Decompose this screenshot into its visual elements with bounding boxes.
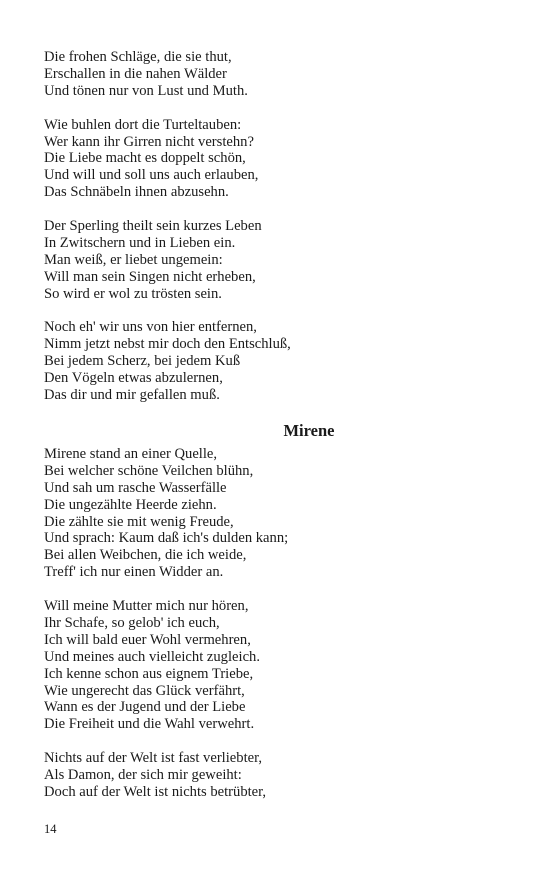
verse-line: Wer kann ihr Girren nicht verstehn? — [44, 133, 254, 150]
verse-line: Treff' ich nur einen Widder an. — [44, 564, 224, 581]
stanza — [44, 750, 514, 801]
verse-line: Nichts auf der Welt ist fast verliebter, — [44, 750, 263, 767]
verse-line: Die ungezählte Heerde ziehn. — [44, 496, 217, 513]
verse-line: Doch auf der Welt ist nichts betrübter, — [44, 783, 267, 800]
verse-line: Noch eh' wir uns von hier entfernen, — [44, 319, 257, 336]
verse-line: Das Schnäbeln ihnen abzusehn. — [44, 184, 229, 201]
stanza — [44, 49, 514, 100]
verse-line: Wann es der Jugend und der Liebe — [44, 699, 246, 716]
verse-line: Nimm jetzt nebst mir doch den Entschluß, — [44, 336, 291, 353]
verse-line: Bei allen Weibchen, die ich weide, — [44, 547, 247, 564]
verse-line: Will meine Mutter mich nur hören, — [44, 598, 249, 615]
verse-line: Den Vögeln etwas abzulernen, — [44, 370, 223, 387]
page-number: 14 — [44, 822, 57, 836]
verse-line: Ihr Schafe, so gelob' ich euch, — [44, 614, 220, 631]
stanza — [44, 598, 514, 733]
verse-line: Erschallen in die nahen Wälder — [44, 65, 227, 82]
verse-line: Der Sperling theilt sein kurzes Leben — [44, 218, 262, 235]
stanza — [44, 319, 514, 404]
verse-line: Will man sein Singen nicht erheben, — [44, 268, 256, 285]
verse-line: Bei welcher schöne Veilchen blühn, — [44, 462, 254, 479]
verse-line: Und tönen nur von Lust und Muth. — [44, 82, 248, 99]
poem-title: Mirene — [283, 420, 335, 440]
verse-line: Man weiß, er liebet ungemein: — [44, 251, 223, 268]
poem-continuation — [44, 49, 514, 404]
stanza — [44, 446, 514, 581]
verse-line: Und sprach: Kaum daß ich's dulden kann; — [44, 530, 289, 547]
verse-line: Die frohen Schläge, die sie thut, — [44, 49, 232, 65]
verse-line: Wie buhlen dort die Turteltauben: — [44, 116, 242, 133]
verse-line: In Zwitschern und in Lieben ein. — [44, 234, 236, 251]
page-content — [44, 49, 514, 818]
verse-line: Und sah um rasche Wasserfälle — [44, 479, 227, 496]
verse-line: Und will und soll uns auch erlauben, — [44, 167, 259, 184]
verse-line: Wie ungerecht das Glück verfährt, — [44, 682, 245, 699]
verse-line: So wird er wol zu trösten sein. — [44, 285, 222, 302]
poem-mirene — [44, 446, 514, 801]
verse-line: Als Damon, der sich mir geweiht: — [44, 767, 242, 784]
verse-line: Die Liebe macht es doppelt schön, — [44, 150, 246, 167]
verse-line: Ich will bald euer Wohl vermehren, — [44, 631, 251, 648]
stanza — [44, 117, 514, 202]
verse-line: Und meines auch vielleicht zugleich. — [44, 648, 260, 665]
verse-line: Ich kenne schon aus eignem Triebe, — [44, 665, 254, 682]
verse-line: Die zählte sie mit wenig Freude, — [44, 513, 234, 530]
verse-line: Das dir und mir gefallen muß. — [44, 387, 220, 404]
verse-line: Mirene stand an einer Quelle, — [44, 445, 218, 462]
verse-line: Bei jedem Scherz, bei jedem Kuß — [44, 353, 241, 370]
stanza — [44, 218, 514, 303]
verse-line: Die Freiheit und die Wahl verwehrt. — [44, 716, 255, 733]
